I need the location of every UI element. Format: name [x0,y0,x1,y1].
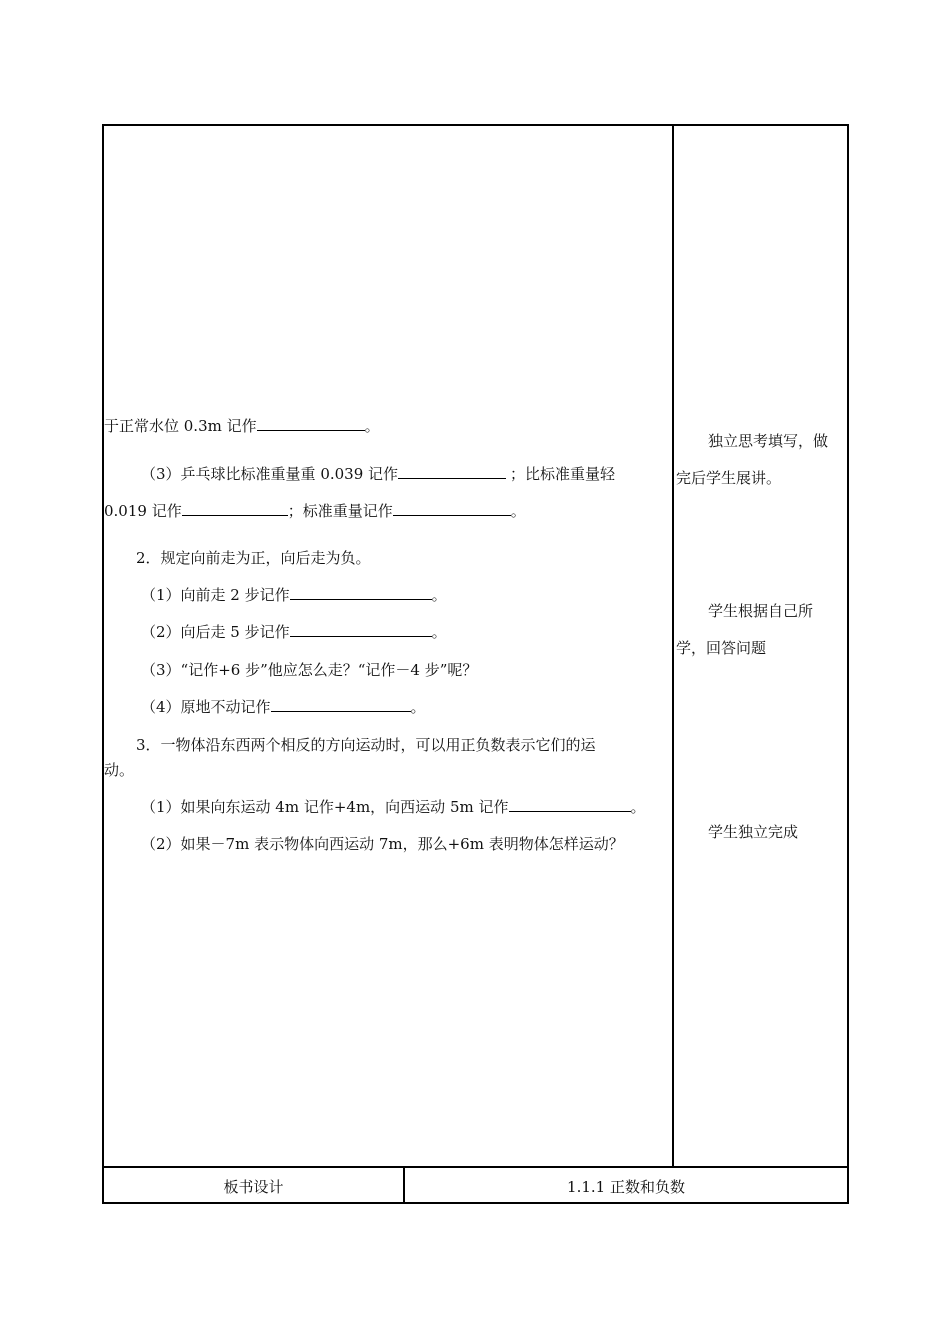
section-2-q1-end: 。 [431,586,447,604]
section-2-q4-text: （4）原地不动记作 [141,698,271,716]
answer-blank [290,622,432,637]
answer-blank [398,464,506,479]
answer-blank [257,416,365,431]
section-2-q1-text: （1）向前走 2 步记作 [141,586,290,604]
question-3-mid2: ；标准重量记作 [287,502,393,520]
question-3-text: （3）乒乓球比标准重量重 0.039 记作 [141,465,399,483]
section-3-q2-text: （2）如果－7m 表示物体向西运动 7m，那么+6m 表明物体怎样运动？ [141,835,624,853]
side-note-1-b: 完后学生展讲。 [676,469,782,487]
footer-value-cell [405,1177,847,1197]
section-3-title-wrap-text: 动。 [104,761,135,779]
question-3-continued [104,501,526,521]
side-note-3 [708,822,798,842]
side-note-1-line-1 [708,431,828,451]
footer-divider [102,1166,849,1168]
answer-blank [509,797,631,812]
section-3-title-text: 3．一物体沿东西两个相反的方向运动时，可以用正负数表示它们的运 [136,736,596,754]
section-2-q3 [141,660,477,680]
answer-blank [271,697,411,712]
section-2-q3-text: （3）“记作+6 步”他应怎么走？“记作－4 步”呢？ [141,661,478,679]
section-2-q4-end: 。 [410,698,426,716]
section-2-q2-text: （2）向后走 5 步记作 [141,623,290,641]
section-2-q2-end: 。 [431,623,447,641]
question-3-end: 。 [510,502,526,520]
line-water-level-text: 于正常水位 0.3m 记作 [104,417,257,435]
answer-blank [182,501,288,516]
question-3-pingpong [141,464,615,484]
section-2-q1 [141,585,447,605]
section-3-q1-text: （1）如果向东运动 4m 记作+4m，向西运动 5m 记作 [141,798,509,816]
section-2-title [136,548,371,568]
section-3-q1-end: 。 [630,798,646,816]
answer-blank [393,501,511,516]
question-3-mid: ；比标准重量轻 [510,465,616,483]
section-3-q2 [141,834,624,854]
footer-value: 1.1.1 正数和负数 [567,1178,685,1196]
line-water-level [104,416,380,436]
side-note-2-b: 学，回答问题 [676,639,767,657]
line-end: 。 [364,417,380,435]
side-note-2-a: 学生根据自己所 [708,602,814,620]
section-3-title [136,735,596,755]
side-note-2-line-1 [708,601,813,621]
footer-label-cell [104,1177,403,1197]
side-note-2-line-2 [676,638,766,658]
answer-blank [290,585,432,600]
section-3-title-wrap [104,760,134,780]
footer-label: 板书设计 [223,1178,284,1196]
side-note-3-text: 学生独立完成 [708,823,799,841]
section-2-q4 [141,697,426,717]
column-divider [672,124,674,1168]
section-3-q1 [141,797,646,817]
section-2-title-text: 2．规定向前走为正，向后走为负。 [136,549,371,567]
side-note-1-a: 独立思考填写，做 [708,432,829,450]
question-3-cont-text: 0.019 记作 [104,502,182,520]
side-note-1-line-2 [676,468,781,488]
section-2-q2 [141,622,447,642]
